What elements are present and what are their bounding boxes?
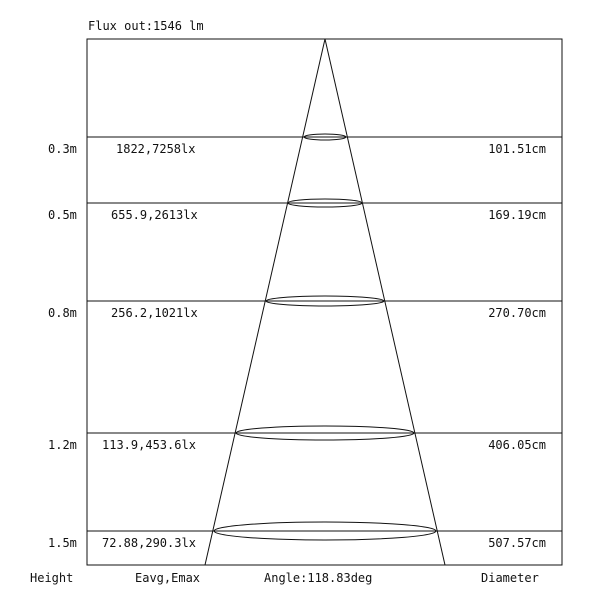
illuminance-label: 655.9,2613lx — [111, 208, 198, 222]
height-label: 1.5m — [48, 536, 77, 550]
beam-cone — [205, 39, 445, 565]
footer-height-label: Height — [30, 571, 74, 585]
footer-illuminance-label: Eavg,Emax — [135, 571, 201, 585]
diameter-label: 169.19cm — [488, 208, 546, 222]
illuminance-label: 113.9,453.6lx — [102, 438, 196, 452]
height-label: 1.2m — [48, 438, 77, 452]
height-row — [48, 522, 562, 550]
footer-diameter-label: Diameter — [481, 571, 539, 585]
illuminance-label: 72.88,290.3lx — [102, 536, 196, 550]
height-row — [48, 199, 562, 222]
flux-label: Flux out:1546 lm — [88, 19, 204, 33]
height-row — [48, 134, 562, 156]
cone-left-edge — [205, 39, 325, 565]
diameter-label: 406.05cm — [488, 438, 546, 452]
height-row — [48, 426, 562, 452]
height-label: 0.8m — [48, 306, 77, 320]
cone-right-edge — [325, 39, 445, 565]
height-rows — [48, 134, 562, 550]
illuminance-label: 256.2,1021lx — [111, 306, 198, 320]
illuminance-label: 1822,7258lx — [116, 142, 196, 156]
footer-angle-label: Angle:118.83deg — [264, 571, 373, 585]
height-row — [48, 296, 562, 320]
height-label: 0.3m — [48, 142, 77, 156]
height-label: 0.5m — [48, 208, 77, 222]
diameter-label: 101.51cm — [488, 142, 546, 156]
diagram-frame — [87, 39, 562, 565]
diameter-label: 270.70cm — [488, 306, 546, 320]
diameter-label: 507.57cm — [488, 536, 546, 550]
